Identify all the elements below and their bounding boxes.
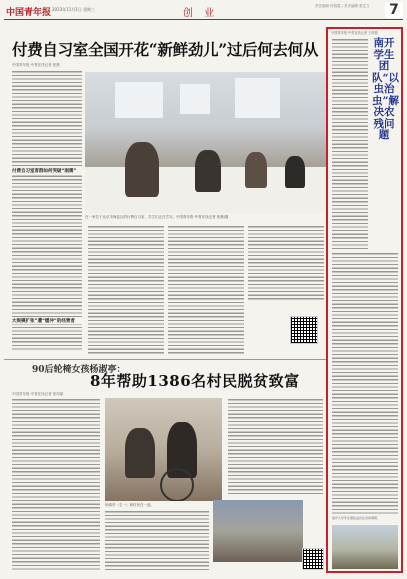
story1-byline: 中国青年报·中青在线记者 张渺 [12,63,60,67]
story2-kicker: 90后轮椅女孩杨淑亭： [32,365,126,375]
story2-byline: 中国青年报·中青在线记者 张均斌 [12,392,64,396]
sidebar-text-column [332,38,368,250]
qr-code [290,316,318,344]
masthead-date: 2023年11月1日 星期三 [52,7,96,12]
section-title: 创 业 [183,8,219,19]
sidebar-text-column [332,252,398,514]
story1-text-column [168,225,244,355]
sidebar-photo-caption: 南开大学学生团队成员在田间调研。 [332,516,381,520]
header-rule [4,19,403,20]
story1-photo-caption: 在一家位于北京市海淀区的付费自习室，学生们正在学习。中国青年报·中青在线记者 张渺/摄 [85,215,229,219]
story1-subhead-2: 大规模扩张”遭“缓冲”的经营者 [12,318,82,324]
page-number: 7 [385,2,403,18]
story2-photo-2 [213,500,303,562]
story2-photo [105,398,222,501]
section-divider [4,359,327,360]
story1-subhead-1: 付费自习室客群如何突破“刚需” [12,168,82,174]
sidebar-photo [332,525,398,569]
story1-photo [85,72,331,213]
header-meta: 责任编辑 何春霞 / 美术编辑 张艺文 [315,4,370,8]
sidebar-headline[interactable]: 南开学生团队“以虫治虫”解决农残问题 [372,37,400,141]
story2-photo-caption: 杨淑亭（右一）和村民在一起。 [105,503,154,507]
sidebar-byline: 中国青年报·中青在线记者 王烨捷 [331,31,378,35]
story1-text-column [12,70,82,352]
masthead-logo: 中国青年报 [6,8,52,18]
story2-headline[interactable]: 8年帮助1386名村民脱贫致富 [90,372,300,390]
story1-headline[interactable]: 付费自习室全国开花“新鲜劲儿”过后何去何从 [12,40,319,59]
story2-text-column [105,510,209,570]
story2-text-column [12,398,100,570]
story1-text-column [248,225,324,300]
story2-text-column [228,398,323,496]
qr-code [302,548,324,570]
story1-text-column [88,225,164,355]
